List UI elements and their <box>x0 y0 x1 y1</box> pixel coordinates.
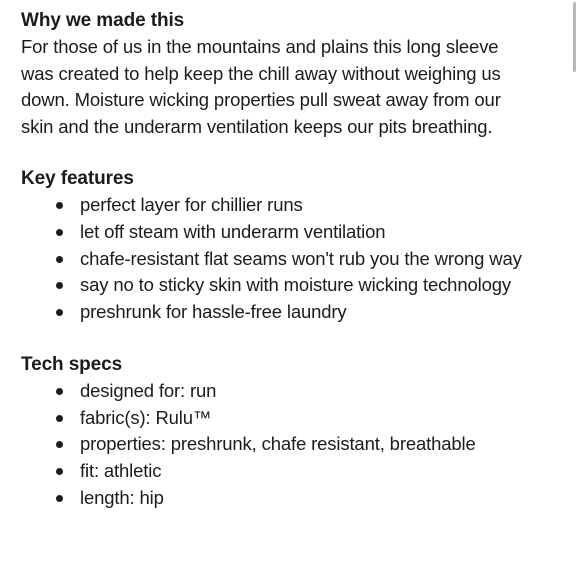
list-item <box>21 219 566 246</box>
list-item <box>21 485 566 512</box>
list-item-text: preshrunk for hassle-free laundry <box>80 301 347 323</box>
bullet-icon <box>56 229 63 236</box>
why-we-made-this-paragraph <box>21 34 566 140</box>
bullet-icon <box>56 495 63 502</box>
vertical-scrollbar[interactable] <box>570 0 580 580</box>
paragraph-line: skin and the underarm ventilation keeps our pits breathing. <box>21 115 493 137</box>
list-item <box>21 405 566 432</box>
bullet-icon <box>56 468 63 475</box>
bullet-icon <box>56 388 63 395</box>
list-item-text: fit: athletic <box>80 460 162 481</box>
list-item <box>21 246 566 273</box>
list-item <box>21 299 566 326</box>
list-item <box>21 431 566 458</box>
bullet-icon <box>56 415 63 422</box>
paragraph-line: was created to help keep the chill away without weighing us <box>21 62 501 84</box>
list-item-text: say no to sticky skin with moisture wicking technology <box>80 274 511 296</box>
section-spacer <box>21 140 566 166</box>
list-item-text: designed for: run <box>80 379 217 401</box>
list-item <box>21 192 566 219</box>
key-features-list <box>21 192 566 326</box>
tech-specs-list <box>21 378 566 512</box>
list-item-text: chafe-resistant flat seams won't rub you the wrong way <box>80 247 522 269</box>
bullet-icon <box>56 256 63 263</box>
list-item-text: fabric(s): Rulu™ <box>80 406 212 428</box>
bullet-icon <box>56 441 63 448</box>
list-item-text: properties: preshrunk, chafe resistant, breathable <box>80 433 476 455</box>
bullet-icon <box>56 309 63 316</box>
list-item <box>21 272 566 299</box>
paragraph-line: For those of us in the mountains and plains this long sleeve <box>21 36 499 57</box>
why-we-made-this-heading: Why we made this <box>21 10 185 31</box>
list-item-text: perfect layer for chillier runs <box>80 194 303 216</box>
list-item <box>21 458 566 485</box>
description-content <box>21 8 566 511</box>
bullet-icon <box>56 202 63 209</box>
scrollbar-thumb[interactable] <box>573 2 576 72</box>
list-item <box>21 378 566 405</box>
list-item-text: let off steam with underarm ventilation <box>80 221 386 243</box>
tech-specs-heading: Tech specs <box>21 353 123 375</box>
section-spacer <box>21 326 566 352</box>
list-item-text: length: hip <box>80 486 164 508</box>
key-features-heading: Key features <box>21 168 134 190</box>
paragraph-line: down. Moisture wicking properties pull sweat away from our <box>21 89 501 111</box>
bullet-icon <box>56 282 63 289</box>
